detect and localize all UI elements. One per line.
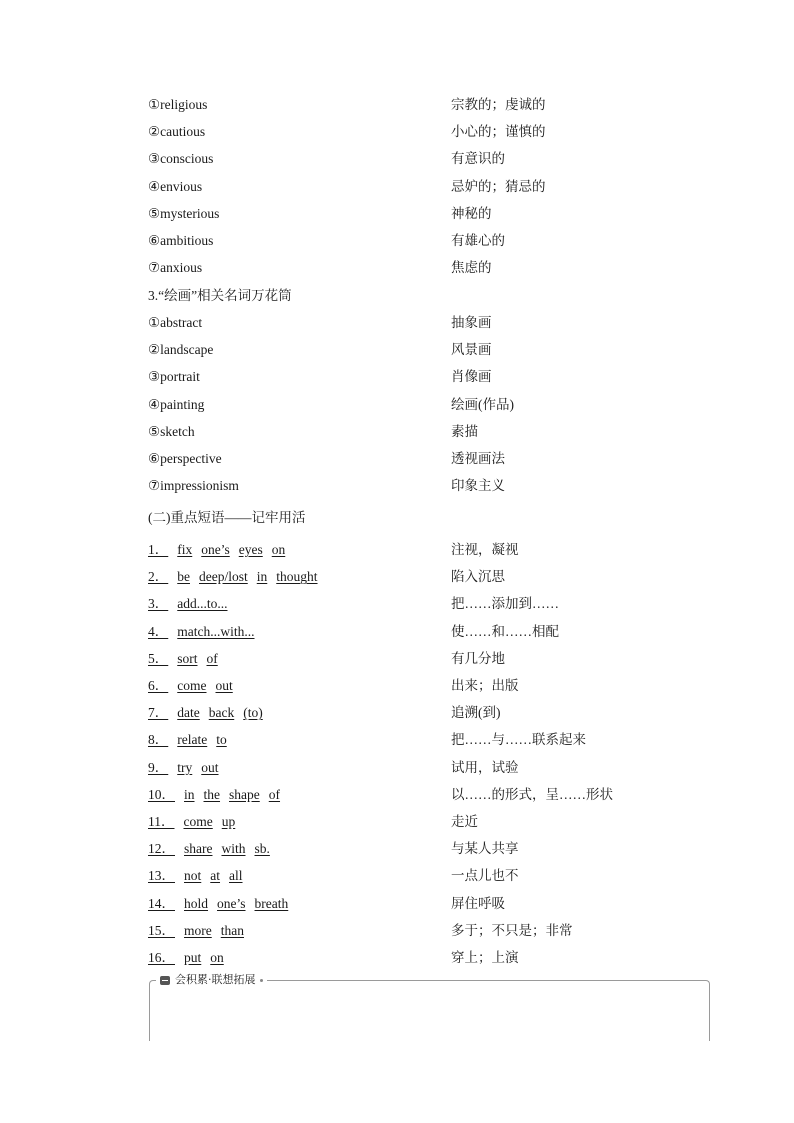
vocab-word: ⑤mysterious	[148, 205, 220, 221]
phrase-english	[148, 757, 219, 779]
vocab-meaning: 有雄心的	[451, 233, 505, 248]
phrase-meaning: 有几分地	[451, 650, 505, 666]
phrase-number: 1．	[148, 542, 169, 557]
vocab-word: ⑤sketch	[148, 423, 195, 439]
phrase-word: back	[208, 705, 235, 721]
phrase-meaning: 把……添加到……	[451, 596, 559, 612]
vocab-meaning: 小心的；谨慎的	[451, 124, 546, 140]
phrase-row	[0, 648, 794, 670]
phrase-word: deep/lost	[199, 569, 248, 585]
phrase-row	[0, 566, 794, 588]
phrase-row	[0, 621, 794, 643]
phrase-english	[148, 865, 243, 887]
vocab-meaning: 焦虑的	[451, 260, 492, 276]
phrase-number: 4．	[148, 623, 169, 639]
phrase-words	[177, 678, 233, 693]
vocab-word: ④painting	[148, 396, 205, 412]
phrase-words	[184, 814, 236, 829]
phrases-section-row	[0, 507, 794, 529]
phrase-word: out	[201, 759, 219, 775]
expansion-box-label	[156, 972, 267, 988]
phrase-word: come	[177, 678, 207, 693]
phrase-word: more	[184, 922, 212, 938]
vocab-meaning: 忌妒的；猜忌的	[451, 178, 546, 194]
phrase-words	[177, 542, 285, 557]
phrase-row	[0, 593, 794, 615]
vocab-meaning: 印象主义	[451, 478, 505, 494]
phrase-words	[184, 868, 243, 883]
vocab-meaning: 有意识的	[451, 151, 505, 167]
phrase-english	[148, 838, 270, 860]
phrase-word: be	[177, 569, 190, 585]
vocab-row	[0, 475, 794, 497]
phrase-meaning: 以……的形式，呈……形状	[451, 786, 613, 802]
phrase-word: try	[177, 759, 193, 775]
phrase-number: 9．	[148, 759, 169, 775]
phrase-english	[148, 621, 255, 643]
vocab-meaning: 抽象画	[451, 315, 492, 330]
phrase-row	[0, 920, 794, 942]
vocab-meaning: 透视画法	[451, 451, 505, 466]
phrases-heading: (二)重点短语——记牢用活	[148, 510, 306, 525]
vocab-row	[0, 257, 794, 279]
vocab-row	[0, 421, 794, 443]
phrase-words	[177, 596, 227, 611]
phrase-row	[0, 729, 794, 751]
phrase-meaning: 与某人共享	[451, 841, 519, 857]
phrase-words	[184, 896, 288, 911]
phrase-word: one’s	[201, 542, 230, 557]
phrase-meaning: 出来；出版	[451, 678, 519, 693]
phrase-word: than	[220, 922, 244, 938]
phrase-row	[0, 675, 794, 697]
phrase-number: 5．	[148, 650, 169, 666]
phrase-meaning: 陷入沉思	[451, 569, 505, 585]
expansion-box-title: 会积累·联想拓展	[175, 973, 256, 986]
phrase-word: match...with...	[177, 623, 255, 639]
phrase-word: to	[216, 732, 227, 748]
phrase-word: date	[177, 705, 200, 721]
phrase-meaning: 穿上；上演	[451, 950, 519, 965]
vocab-meaning: 肖像画	[451, 369, 492, 385]
expansion-box	[149, 980, 710, 1041]
phrase-words	[177, 760, 218, 775]
phrase-word: sb.	[254, 841, 270, 857]
vocab-word: ③conscious	[148, 151, 214, 167]
phrase-english	[148, 729, 227, 751]
phrase-word: in	[256, 569, 268, 585]
phrase-word: fix	[177, 542, 193, 557]
phrase-english	[148, 784, 280, 806]
phrase-words	[184, 787, 280, 802]
phrase-row	[0, 811, 794, 833]
phrase-word: of	[206, 650, 218, 666]
phrase-row	[0, 757, 794, 779]
phrase-word: put	[184, 950, 202, 965]
phrase-number: 16．	[148, 950, 175, 965]
phrase-word: out	[215, 678, 233, 693]
phrase-word: the	[203, 786, 221, 802]
phrase-words	[177, 705, 262, 720]
vocab-meaning: 风景画	[451, 342, 492, 358]
vocab-meaning: 素描	[451, 423, 478, 439]
phrase-number: 7．	[148, 705, 169, 721]
phrase-english	[148, 675, 233, 697]
phrase-word: share	[184, 841, 213, 857]
phrase-words	[177, 651, 218, 666]
phrase-word: add...to...	[177, 596, 228, 612]
phrase-word: of	[268, 786, 281, 802]
phrase-word: on	[210, 950, 224, 965]
phrase-row	[0, 784, 794, 806]
phrase-number: 12．	[148, 841, 175, 857]
phrase-word: breath	[254, 895, 289, 911]
vocab-row	[0, 339, 794, 361]
vocab-row	[0, 121, 794, 143]
phrase-word: thought	[276, 569, 318, 585]
phrase-meaning: 注视，凝视	[451, 542, 519, 557]
phrase-row	[0, 947, 794, 969]
phrase-word: eyes	[238, 542, 263, 557]
painting-heading: 3.“绘画”相关名词万花筒	[148, 288, 292, 303]
phrase-meaning: 屏住呼吸	[451, 895, 505, 911]
painting-section-row	[0, 285, 794, 307]
phrase-english	[148, 593, 228, 615]
phrase-english	[148, 648, 218, 670]
vocab-row	[0, 448, 794, 470]
vocab-word: ②landscape	[148, 342, 214, 358]
phrase-number: 11．	[148, 814, 175, 829]
vocab-word: ③portrait	[148, 369, 200, 385]
phrase-meaning: 把……与……联系起来	[451, 732, 586, 748]
vocab-word: ①abstract	[148, 315, 203, 330]
phrase-word: sort	[177, 650, 198, 666]
phrase-word: hold	[184, 895, 209, 911]
vocab-meaning: 绘画(作品)	[451, 396, 514, 412]
phrase-number: 15．	[148, 922, 175, 938]
vocab-row	[0, 394, 794, 416]
phrase-meaning: 追溯(到)	[451, 705, 501, 721]
phrase-row	[0, 893, 794, 915]
vocab-row	[0, 94, 794, 116]
phrase-english	[148, 539, 285, 561]
vocab-word: ⑥ambitious	[148, 233, 214, 248]
vocab-row	[0, 176, 794, 198]
phrase-words	[177, 624, 254, 639]
phrase-word: up	[221, 814, 236, 829]
phrase-word: come	[183, 814, 213, 829]
phrase-row	[0, 838, 794, 860]
phrase-meaning: 多于；不只是；非常	[451, 922, 573, 938]
phrase-number: 13．	[148, 868, 175, 884]
phrase-row	[0, 702, 794, 724]
vocab-row	[0, 230, 794, 252]
phrase-word: all	[229, 868, 243, 884]
vocab-word: ⑦anxious	[148, 260, 203, 276]
phrase-words	[184, 923, 244, 938]
vocab-word: ①religious	[148, 97, 208, 112]
phrase-number: 14．	[148, 895, 175, 911]
vocab-row	[0, 366, 794, 388]
phrase-english	[148, 811, 235, 833]
phrase-english	[148, 920, 244, 942]
phrase-number: 8．	[148, 732, 169, 748]
phrase-words	[177, 569, 317, 584]
phrase-meaning: 走近	[451, 814, 478, 829]
phrase-word: relate	[177, 732, 208, 748]
phrase-word: shape	[229, 786, 260, 802]
phrase-number: 3．	[148, 596, 169, 612]
vocab-word: ④envious	[148, 178, 203, 194]
phrase-word: on	[271, 542, 286, 557]
phrase-english	[148, 702, 263, 724]
phrase-word: not	[184, 868, 202, 884]
phrase-english	[148, 566, 318, 588]
phrase-english	[148, 947, 224, 969]
vocab-word: ⑥perspective	[148, 451, 222, 466]
dot-icon	[260, 979, 263, 982]
vocab-row	[0, 148, 794, 170]
note-icon	[160, 976, 170, 985]
vocab-row	[0, 203, 794, 225]
phrase-meaning: 使……和……相配	[451, 623, 559, 639]
phrase-word: one’s	[217, 895, 246, 911]
phrase-words	[184, 841, 270, 856]
phrase-words	[177, 732, 227, 747]
phrase-word: (to)	[243, 705, 263, 721]
vocab-meaning: 宗教的；虔诚的	[451, 97, 546, 112]
phrase-number: 10．	[148, 786, 175, 802]
phrase-number: 6．	[148, 678, 169, 693]
phrase-number: 2．	[148, 569, 169, 585]
phrase-word: in	[184, 786, 195, 802]
phrase-word: at	[210, 868, 221, 884]
vocab-row	[0, 312, 794, 334]
phrase-word: with	[221, 841, 246, 857]
phrase-row	[0, 539, 794, 561]
phrase-words	[184, 950, 224, 965]
phrase-row	[0, 865, 794, 887]
vocab-meaning: 神秘的	[451, 205, 492, 221]
vocab-word: ⑦impressionism	[148, 478, 239, 494]
vocab-word: ②cautious	[148, 124, 206, 140]
phrase-meaning: 试用，试验	[451, 759, 519, 775]
phrase-meaning: 一点儿也不	[451, 868, 519, 884]
phrase-english	[148, 893, 288, 915]
